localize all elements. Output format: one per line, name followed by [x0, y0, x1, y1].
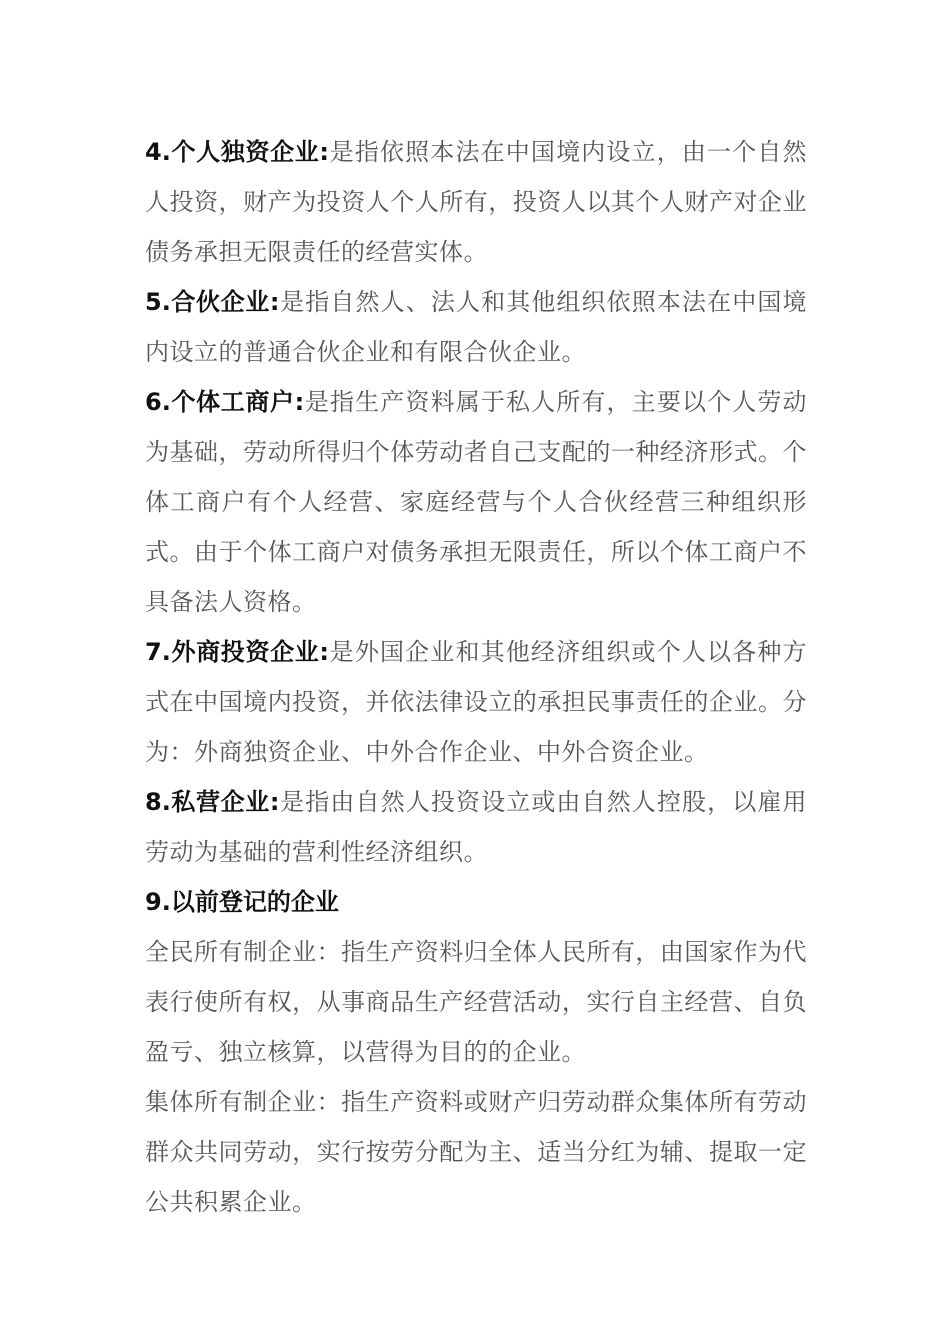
- section-body: 是外国企业和其他经济组织或个人以各种方式在中国境内投资，并依法律设立的承担民事责任的企业。分为：外商独资企业、中外合作企业、中外合资企业。: [145, 638, 807, 766]
- document-page: [145, 127, 807, 1227]
- section-body: 是指生产资料属于私人所有，主要以个人劳动为基础，劳动所得归个体劳动者自己支配的一种经济形式。个体工商户有个人经营、家庭经营与个人合伙经营三种组织形式。由于个体工商户对债务承担无限责任，所以个体工商户不具备法人资格。: [145, 388, 808, 616]
- section-previous-registration: [145, 877, 807, 927]
- paragraph-state-owned: 全民所有制企业：指生产资料归全体人民所有，由国家作为代表行使所有权，从事商品生产经营活动，实行自主经营、自负盈亏、独立核算，以营得为目的的企业。: [145, 938, 807, 1066]
- section-foreign-investment: [145, 627, 807, 777]
- section-heading: 6.个体工商户:: [145, 388, 305, 416]
- section-body: 是指由自然人投资设立或由自然人控股，以雇用劳动为基础的营利性经济组织。: [145, 788, 808, 866]
- section-heading: 7.外商投资企业:: [145, 638, 330, 666]
- section-partnership: [145, 277, 807, 377]
- section-heading: 8.私营企业:: [145, 788, 280, 816]
- section-body: 是指依照本法在中国境内设立，由一个自然人投资，财产为投资人个人所有，投资人以其个人财产对企业债务承担无限责任的经营实体。: [145, 138, 807, 266]
- section-heading: 9.以前登记的企业: [145, 888, 339, 916]
- paragraph-collective-owned: 集体所有制企业：指生产资料或财产归劳动群众集体所有劳动群众共同劳动，实行按劳分配为主、适当分红为辅、提取一定公共积累企业。: [145, 1088, 807, 1216]
- section-sole-proprietorship: [145, 127, 807, 277]
- section-individual-business: [145, 377, 807, 627]
- section-heading: 5.合伙企业:: [145, 288, 280, 316]
- section-private-enterprise: [145, 777, 807, 877]
- section-heading: 4.个人独资企业:: [145, 138, 330, 166]
- section-body: 是指自然人、法人和其他组织依照本法在中国境内设立的普通合伙企业和有限合伙企业。: [145, 288, 808, 366]
